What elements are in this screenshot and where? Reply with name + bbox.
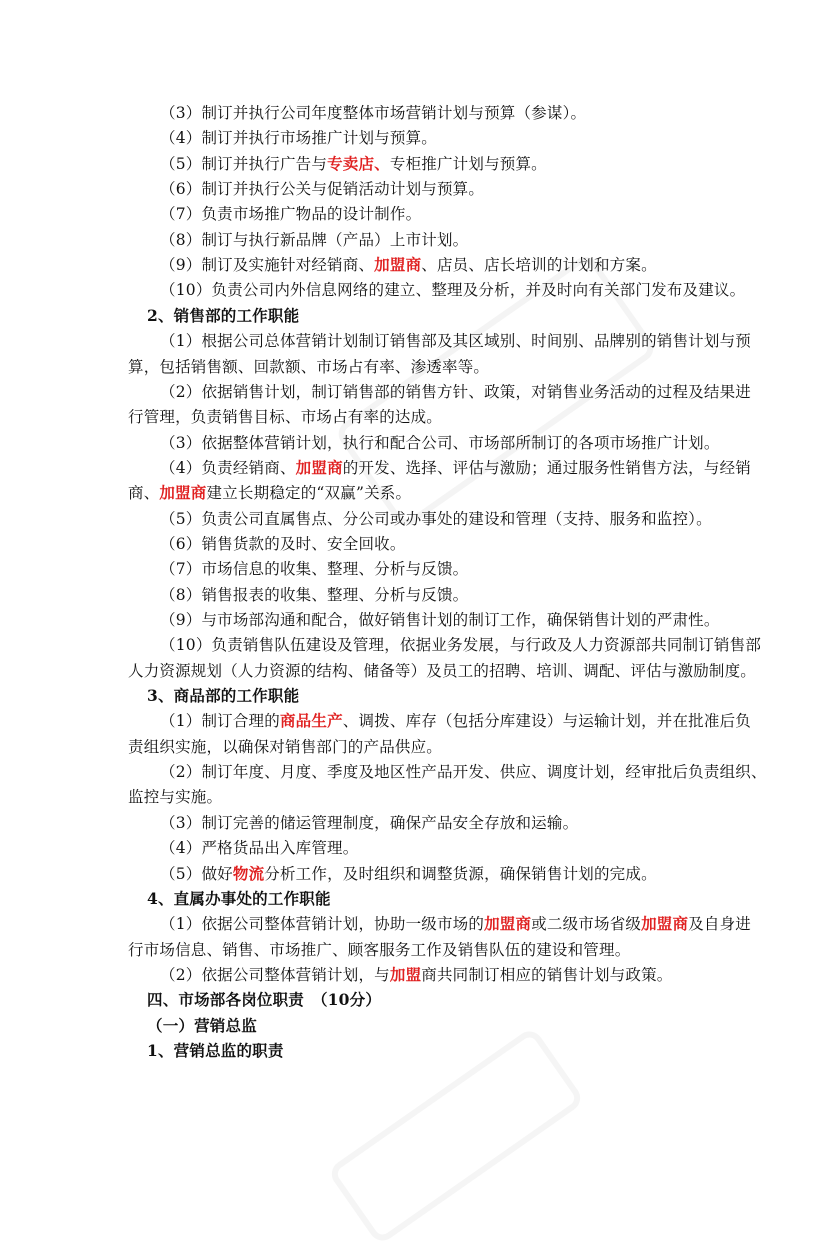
paragraph-line — [160, 202, 421, 226]
text-span: 2、销售部的工作职能 — [147, 305, 300, 325]
paragraph-line — [160, 836, 358, 860]
highlighted-term: 商品生产 — [279, 711, 343, 731]
highlighted-term: 物流 — [232, 863, 265, 883]
text-span: （2）依据公司整体营销计划，与 — [160, 965, 390, 984]
highlighted-term: 加盟商 — [484, 914, 532, 934]
text-span: （一）营销总监 — [147, 1015, 257, 1035]
section-heading — [147, 684, 299, 708]
text-span: 专柜推广计划与预算。 — [389, 154, 547, 173]
paragraph-line — [160, 278, 745, 302]
text-span: 人力资源规划（人力资源的结构、储备等）及员工的招聘、培训、调配、评估与激励制度。 — [128, 661, 757, 680]
watermark — [326, 1026, 585, 1246]
paragraph-line — [160, 380, 751, 404]
paragraph-line — [160, 557, 468, 581]
paragraph-line — [128, 481, 411, 505]
text-span: （5）制订并执行广告与 — [160, 154, 328, 173]
text-span: （2）制订年度、月度、季度及地区性产品开发、供应、调度计划，经审批后负责组织、 — [160, 763, 767, 782]
text-span: 建立长期稳定的“双赢”关系。 — [206, 484, 412, 503]
text-span: 监控与实施。 — [128, 788, 223, 807]
paragraph-line — [160, 126, 437, 150]
paragraph-line — [160, 507, 712, 531]
text-span: （4）负责经销商、 — [160, 458, 296, 477]
paragraph-line — [160, 811, 578, 835]
highlighted-term: 加盟商 — [295, 457, 343, 477]
paragraph-line — [128, 405, 442, 429]
paragraph-line — [160, 431, 720, 455]
paragraph-line — [160, 760, 767, 784]
text-span: （10）负责销售队伍建设及管理，依据业务发展，与行政及人力资源部共同制订销售部 — [160, 636, 762, 655]
paragraph-line — [160, 862, 657, 886]
text-span: 商、 — [128, 484, 160, 503]
text-span: 、店员、店长培训的计划和方案。 — [421, 256, 657, 275]
text-span: 及自身进 — [688, 915, 752, 934]
text-span: （8）销售报表的收集、整理、分析与反馈。 — [160, 585, 469, 604]
text-span: （9）与市场部沟通和配合，做好销售计划的制订工作，确保销售计划的严肃性。 — [160, 611, 720, 629]
text-span: （6）销售货款的及时、安全回收。 — [160, 534, 406, 553]
paragraph-line — [160, 532, 406, 556]
paragraph-line — [160, 963, 672, 987]
text-span: 行管理，负责销售目标、市场占有率的达成。 — [128, 408, 443, 427]
paragraph-line — [128, 659, 756, 683]
text-span: 或二级市场省级 — [531, 915, 642, 934]
section-heading — [147, 304, 299, 328]
paragraph-line — [160, 101, 586, 125]
text-span: （7）负责市场推广物品的设计制作。 — [160, 205, 422, 224]
text-span: 算，包括销售额、回款额、市场占有率、渗透率等。 — [128, 357, 490, 376]
paragraph-line — [160, 177, 484, 201]
paragraph-line — [160, 253, 657, 277]
text-span: 1、营销总监的职责 — [147, 1040, 284, 1060]
text-span: 4、直属办事处的工作职能 — [147, 888, 331, 908]
text-span: （8）制订与执行新品牌（产品）上市计划。 — [160, 230, 469, 249]
text-span: （10）负责公司内外信息网络的建立、整理及分析，并及时向有关部门发布及建议。 — [160, 281, 746, 300]
paragraph-line — [128, 785, 222, 809]
text-span: （2）依据销售计划，制订销售部的销售方针、政策，对销售业务活动的过程及结果进 — [160, 382, 751, 401]
highlighted-term: 加盟商 — [374, 255, 422, 275]
section-heading — [147, 1039, 284, 1063]
section-heading — [147, 1014, 257, 1038]
text-span: （4）严格货品出入库管理。 — [160, 839, 359, 858]
paragraph-line — [128, 355, 489, 379]
text-span: 责组织实施，以确保对销售部门的产品供应。 — [128, 737, 443, 756]
text-span: 四、市场部各岗位职责 （10分） — [147, 990, 382, 1010]
text-span: （3）制订完善的储运管理制度，确保产品安全存放和运输。 — [160, 813, 579, 832]
text-span: （5）负责公司直属售点、分公司或办事处的建设和管理（支持、服务和监控）。 — [160, 509, 712, 528]
paragraph-line — [128, 938, 630, 962]
paragraph-line — [160, 709, 751, 733]
paragraph-line — [160, 608, 720, 632]
highlighted-term: 加盟商 — [159, 483, 207, 503]
highlighted-term: 专卖店、 — [327, 153, 390, 173]
text-span: （3）依据整体营销计划，执行和配合公司、市场部所制订的各项市场推广计划。 — [160, 433, 720, 452]
paragraph-line — [160, 912, 751, 936]
highlighted-term: 加盟 — [389, 964, 422, 984]
paragraph-line — [160, 456, 751, 480]
text-span: 分析工作，及时组织和调整货源，确保销售计划的完成。 — [264, 864, 657, 883]
text-span: （9）制订及实施针对经销商、 — [160, 256, 375, 275]
section-heading — [147, 887, 331, 911]
paragraph-line — [128, 735, 442, 759]
text-span: （7）市场信息的收集、整理、分析与反馈。 — [160, 560, 469, 579]
text-span: （5）做好 — [160, 864, 233, 883]
paragraph-line — [160, 583, 468, 607]
text-span: （6）制订并执行公关与促销活动计划与预算。 — [160, 180, 485, 199]
text-span: 商共同制订相应的销售计划与政策。 — [421, 965, 673, 984]
text-span: （3）制订并执行公司年度整体市场营销计划与预算（参谋）。 — [160, 104, 587, 122]
text-span: 行市场信息、销售、市场推广、顾客服务工作及销售队伍的建设和管理。 — [128, 940, 631, 959]
text-span: （1）依据公司整体营销计划，协助一级市场的 — [160, 915, 485, 934]
text-span: （1）根据公司总体营销计划制订销售部及其区域别、时间别、品牌别的销售计划与预 — [160, 332, 751, 351]
text-span: 3、商品部的工作职能 — [147, 686, 300, 706]
paragraph-line — [160, 633, 761, 657]
highlighted-term: 加盟商 — [641, 914, 689, 934]
section-heading — [147, 988, 381, 1012]
paragraph-line — [160, 329, 751, 353]
paragraph-line — [160, 228, 468, 252]
paragraph-line — [160, 152, 547, 176]
text-span: 的开发、选择、评估与激励；通过服务性销售方法，与经销 — [342, 458, 751, 477]
text-span: 、调拨、库存（包括分库建设）与运输计划，并在批准后负 — [342, 712, 751, 731]
text-span: （4）制订并执行市场推广计划与预算。 — [160, 129, 437, 148]
text-span: （1）制订合理的 — [160, 712, 280, 731]
